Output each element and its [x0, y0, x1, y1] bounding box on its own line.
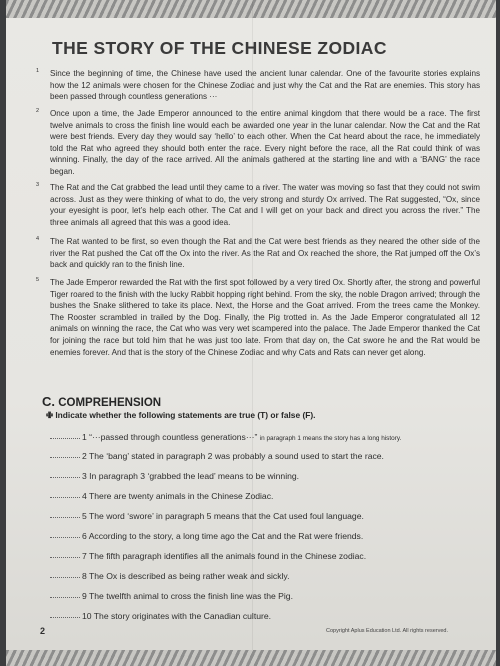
- page-title: THE STORY OF THE CHINESE ZODIAC: [52, 38, 387, 58]
- question-text: The ‘bang’ stated in paragraph 2 was probably a sound used to start the race.: [89, 451, 384, 461]
- paragraph-number: 3: [36, 182, 40, 188]
- page-number: 2: [40, 626, 46, 636]
- question-text: The word ‘swore’ in paragraph 5 means that the Cat used foul language.: [89, 511, 364, 521]
- paragraph-text: The Jade Emperor rewarded the Rat with the first spot followed by a very tired Ox. Shortly after, the strong and powerful Tiger roared to the finish with the lucky Rabbit hopping right behind. From the sky, the noble Dragon arrived; through the bushes the Snake slithered to take its place. Next, the Horse and the Goat arrived. From the trees came the Monkey. The Rooster scrambled in trailed by the Dog. Finally, the Pig trotted in. As the Jade Emperor congratulated all 12 animals on winning the race, the Cat who was very wet scampered into the palace. The Jade Emperor thanked the Cat for joining the race but told him that he was just too late. From that day on, the Cat swore he and the Rat would be enemies forever. And that is the story of the Chinese Zodiac and why Cats and Rats can never get along.: [50, 278, 480, 357]
- answer-blank[interactable]: [50, 537, 80, 538]
- question-number: 2: [82, 451, 87, 461]
- question-3: [50, 471, 299, 481]
- question-text: “···passed through countless generations···”: [89, 432, 258, 442]
- paragraph-text: Once upon a time, the Jade Emperor announced to the entire animal kingdom that there would be a race. The first twelve animals to cross the finish line would each be awarded one year in the lunar calendar. Now the Cat and the Rat were best friends. Every day they would say ‘hello’ to each other. When the Cat heard about the race, he immediately told the Rat who agreed they should both enter the race. Every night before the race, all the Rat could think of was winning. Finally, the day of the race arrived. All the animals gathered at the starting line and with a ‘BANG’ the race began.: [50, 109, 480, 176]
- paragraph-number: 1: [36, 68, 40, 74]
- paragraph-5: [36, 277, 480, 358]
- answer-blank[interactable]: [50, 438, 80, 439]
- question-text: According to the story, a long time ago the Cat and the Rat were friends.: [88, 531, 364, 541]
- answer-blank[interactable]: [50, 577, 80, 578]
- answer-blank[interactable]: [50, 517, 80, 518]
- question-number: 1: [82, 432, 87, 442]
- question-text: The fifth paragraph identifies all the animals found in the Chinese zodiac.: [89, 551, 367, 561]
- question-text: In paragraph 3 ‘grabbed the lead’ means to be winning.: [89, 471, 300, 481]
- section-letter: C.: [42, 394, 55, 409]
- paragraph-number: 4: [36, 236, 40, 242]
- copyright-notice: Copyright Aplus Education Ltd. All rights reserved.: [326, 628, 448, 634]
- answer-blank[interactable]: [50, 457, 80, 458]
- paragraph-2: [36, 108, 480, 178]
- question-text: The twelfth animal to cross the finish line was the Pig.: [89, 591, 293, 601]
- question-4: [50, 491, 273, 501]
- decorative-top-band: [6, 0, 496, 18]
- paragraph-text: The Rat and the Cat grabbed the lead until they came to a river. The water was moving so fast that they could not swim across. Just as they were thinking of what to do, the very strong and sturdy Ox arrived. The Rat suggested, “Ox, since your eyesight is poor, let’s help each other. The Cat and I will get on your back and direct you across the river.” The three animals all agreed that this was a good idea.: [50, 183, 480, 227]
- question-10: [50, 611, 271, 621]
- question-8: [50, 571, 289, 581]
- question-text: The Ox is described as being rather weak and sickly.: [89, 571, 290, 581]
- paragraph-text: The Rat wanted to be first, so even though the Rat and the Cat were best friends as they neared the other side of the river the Rat pushed the Cat off the Ox into the river. As the Rat and Ox reached the shore, the Rat jumped off the Ox’s back and quickly ran to the finish line.: [50, 237, 480, 270]
- question-2: [50, 451, 384, 461]
- question-5: [50, 511, 364, 521]
- paragraph-number: 2: [36, 108, 40, 114]
- question-number: 7: [82, 551, 87, 561]
- question-number: 6: [82, 531, 87, 541]
- answer-blank[interactable]: [50, 497, 80, 498]
- question-number: 3: [82, 471, 87, 481]
- answer-blank[interactable]: [50, 617, 80, 618]
- section-title: COMPREHENSION: [58, 397, 162, 409]
- worksheet-page: [6, 0, 496, 666]
- paragraph-1: [36, 68, 480, 103]
- question-number: 4: [82, 491, 87, 501]
- answer-blank[interactable]: [50, 477, 80, 478]
- question-text: The story originates with the Canadian culture.: [93, 611, 272, 621]
- decorative-bottom-band: [6, 650, 496, 666]
- comprehension-heading: [42, 394, 161, 409]
- question-7: [50, 551, 366, 561]
- question-1: [50, 432, 401, 442]
- paragraph-4: [36, 236, 480, 271]
- question-number: 9: [82, 591, 87, 601]
- paragraph-number: 5: [36, 277, 40, 283]
- paragraph-3: [36, 182, 480, 228]
- answer-blank[interactable]: [50, 557, 80, 558]
- question-text-small: in paragraph 1 means the story has a long history.: [259, 435, 402, 442]
- question-number: 10: [82, 611, 92, 621]
- instruction-text: ✙ Indicate whether the following statements are true (T) or false (F).: [46, 410, 316, 420]
- paragraph-text: Since the beginning of time, the Chinese have used the ancient lunar calendar. One of the favourite stories explains how the 12 animals were chosen for the Chinese Zodiac and just why the Cat and the Rat are enemies. This story has been passed through countless generations ···: [50, 69, 480, 102]
- question-text: There are twenty animals in the Chinese Zodiac.: [89, 491, 274, 501]
- question-number: 5: [82, 511, 87, 521]
- question-number: 8: [82, 571, 87, 581]
- question-9: [50, 591, 293, 601]
- question-6: [50, 531, 363, 541]
- answer-blank[interactable]: [50, 597, 80, 598]
